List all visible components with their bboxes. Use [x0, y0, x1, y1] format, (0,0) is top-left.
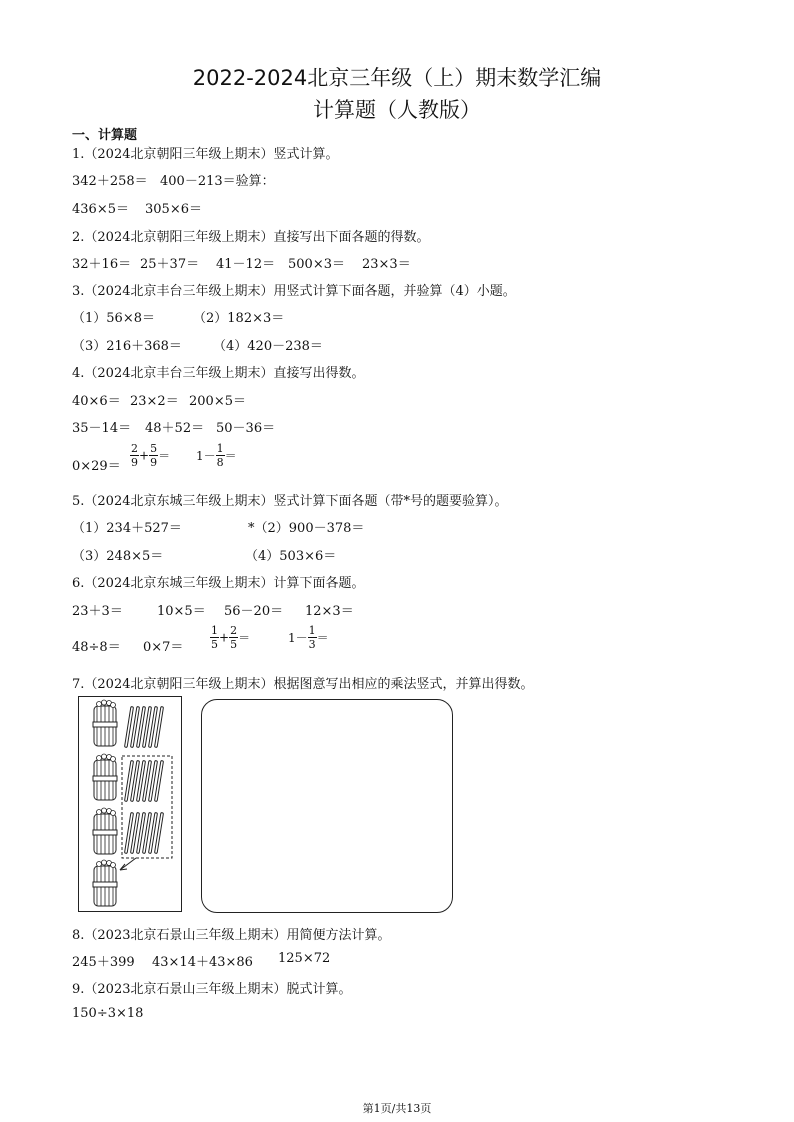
q5-item-d: （4）503×6＝: [245, 549, 337, 564]
q9-stem: 9.（2023北京石景山三年级上期末）脱式计算。: [72, 982, 352, 997]
q6-fraction-sum: $\frac{1}{5}$ + $\frac{2}{5}$ ＝: [211, 624, 251, 651]
q4-item-f: 50－36＝: [216, 421, 276, 436]
answer-box[interactable]: [201, 699, 453, 913]
q2-stem: 2.（2024北京朝阳三年级上期末）直接写出下面各题的得数。: [72, 230, 430, 245]
q1-stem: 1.（2024北京朝阳三年级上期末）竖式计算。: [72, 147, 339, 162]
q8-item-a: 245＋399: [72, 955, 135, 970]
q6-fraction-diff: 1－ $\frac{1}{3}$ ＝: [288, 624, 329, 651]
q5-item-b: *（2）900－378＝: [248, 521, 365, 536]
page-subtitle: 计算题（人教版）: [313, 98, 481, 122]
q6-item-c: 56－20＝: [224, 604, 284, 619]
q1-item-b: 400－213＝验算：: [160, 174, 275, 189]
q5-item-c: （3）248×5＝: [72, 549, 164, 564]
q7-stem: 7.（2024北京朝阳三年级上期末）根据图意写出相应的乘法竖式，并算出得数。: [72, 677, 534, 692]
q3-item-c: （3）216＋368＝: [72, 339, 182, 354]
q2-item-b: 25＋37＝: [140, 257, 200, 272]
q3-stem: 3.（2024北京丰台三年级上期末）用竖式计算下面各题，并验算（4）小题。: [72, 284, 516, 299]
q4-fraction-diff: 1－ $\frac{1}{8}$ ＝: [196, 442, 237, 469]
q8-item-b: 43×14＋43×86: [152, 955, 253, 970]
q4-item-a: 40×6＝: [72, 394, 121, 409]
q1-item-d: 305×6＝: [145, 202, 202, 217]
q2-item-d: 500×3＝: [288, 257, 345, 272]
q4-item-g: 0×29＝: [72, 459, 121, 474]
q6-item-b: 10×5＝: [157, 604, 206, 619]
q6-item-f: 0×7＝: [143, 640, 184, 655]
q1-item-a: 342＋258＝: [72, 174, 148, 189]
q4-item-d: 35－14＝: [72, 421, 132, 436]
page-footer: 第1页/共13页: [362, 1102, 432, 1115]
q9-item-a: 150÷3×18: [72, 1006, 144, 1021]
q6-stem: 6.（2024北京东城三年级上期末）计算下面各题。: [72, 576, 365, 591]
q4-stem: 4.（2024北京丰台三年级上期末）直接写出得数。: [72, 366, 365, 381]
q8-stem: 8.（2023北京石景山三年级上期末）用简便方法计算。: [72, 928, 391, 943]
q2-item-c: 41－12＝: [216, 257, 276, 272]
q5-stem: 5.（2024北京东城三年级上期末）竖式计算下面各题（带*号的题要验算）。: [72, 494, 508, 509]
sticks-illustration: [78, 696, 186, 912]
q4-item-b: 23×2＝: [130, 394, 179, 409]
q6-item-a: 23＋3＝: [72, 604, 123, 619]
q3-item-d: （4）420－238＝: [213, 339, 323, 354]
q2-item-e: 23×3＝: [362, 257, 411, 272]
q4-item-e: 48＋52＝: [145, 421, 205, 436]
q8-item-c: 125×72: [278, 951, 331, 966]
page-title: 2022-2024北京三年级（上）期末数学汇编: [192, 66, 602, 90]
q2-item-a: 32＋16＝: [72, 257, 132, 272]
q6-item-e: 48÷8＝: [72, 640, 121, 655]
section-heading: 一、计算题: [72, 128, 138, 143]
q4-item-c: 200×5＝: [189, 394, 246, 409]
q3-item-b: （2）182×3＝: [193, 311, 285, 326]
q6-item-d: 12×3＝: [305, 604, 354, 619]
q1-item-c: 436×5＝: [72, 202, 129, 217]
q3-item-a: （1）56×8＝: [72, 311, 155, 326]
q5-item-a: （1）234＋527＝: [72, 521, 182, 536]
q4-fraction-sum: $\frac{2}{9}$ + $\frac{5}{9}$ ＝: [131, 442, 171, 469]
